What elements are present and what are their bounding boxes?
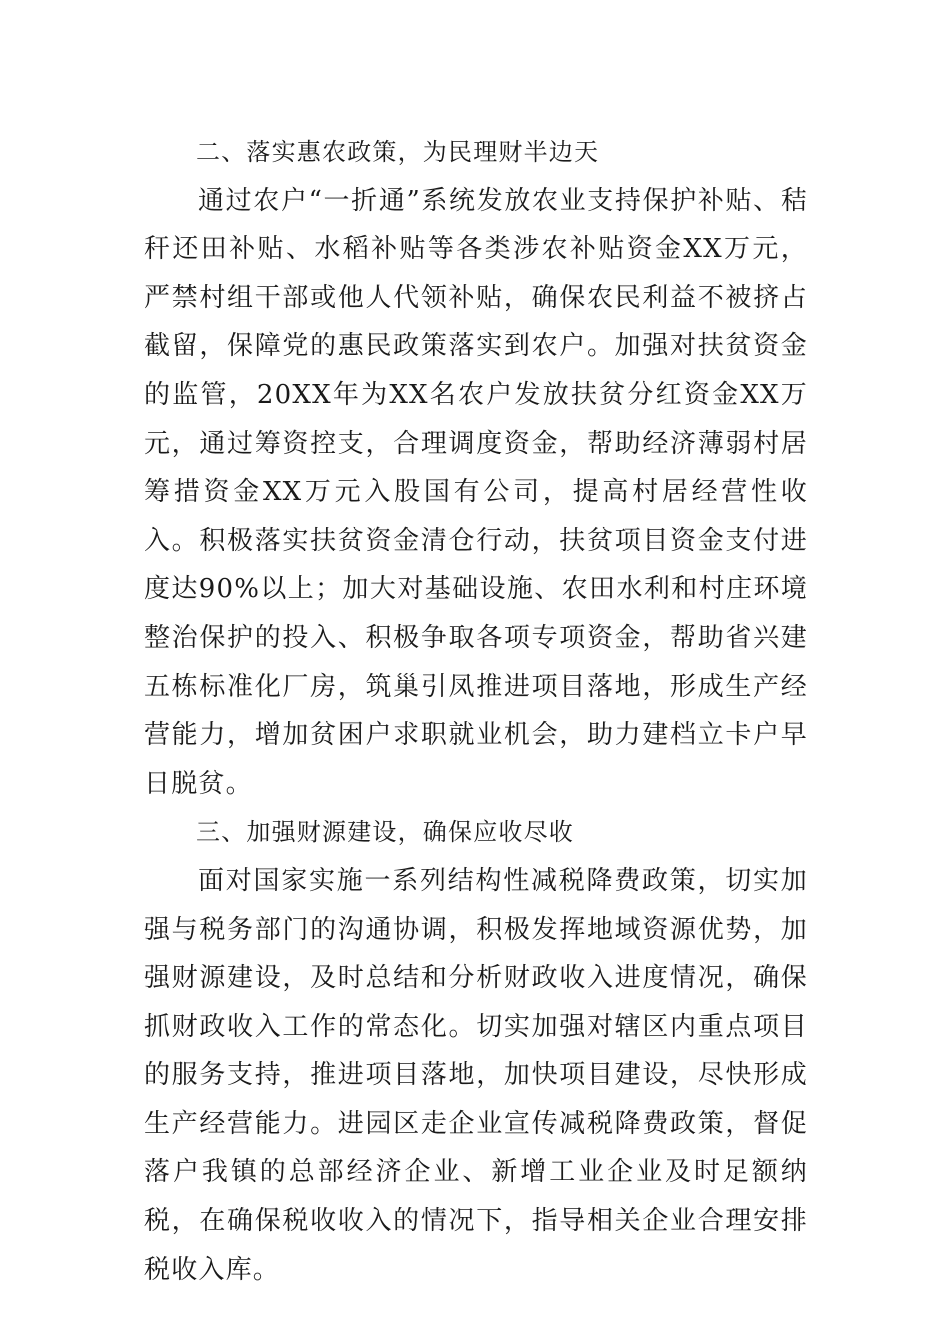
section-paragraph-3: 面对国家实施一系列结构性减税降费政策，切实加强与税务部门的沟通协调，积极发挥地域资源优势，加强财源建设，及时总结和分析财政收入进度情况，确保抓财政收入工作的常态化。切实加强对辖区内重点项目的服务支持，推进项目落地，加快项目建设，尽快形成生产经营能力。进园区走企业宣传减税降费政策，督促落户我镇的总部经济企业、新增工业企业及时足额纳税，在确保税收收入的情况下，指导相关企业合理安排税收入库。 (144, 865, 808, 1285)
section-heading-3: 三、加强财源建设，确保应收尽收 (196, 818, 574, 847)
document-body (144, 128, 808, 1294)
section-heading-2: 二、落实惠农政策，为民理财半边天 (196, 138, 600, 166)
section-paragraph-2: 通过农户“一折通”系统发放农业支持保护补贴、秸秆还田补贴、水稻补贴等各类涉农补贴资金XX万元，严禁村组干部或他人代领补贴，确保农民利益不被挤占截留，保障党的惠民政策落实到农户。加强对扶贫资金的监管，20XX年为XX名农户发放扶贫分红资金XX万元，通过筹资控支，合理调度资金，帮助经济薄弱村居筹措资金XX万元入股国有公司，提高村居经营性收入。积极落实扶贫资金清仓行动，扶贫项目资金支付进度达90%以上；加大对基础设施、农田水利和村庄环境整治保护的投入、积极争取各项专项资金，帮助省兴建五栋标准化厂房，筑巢引凤推进项目落地，形成生产经营能力，增加贫困户求职就业机会，助力建档立卡户早日脱贫。 (144, 185, 808, 799)
